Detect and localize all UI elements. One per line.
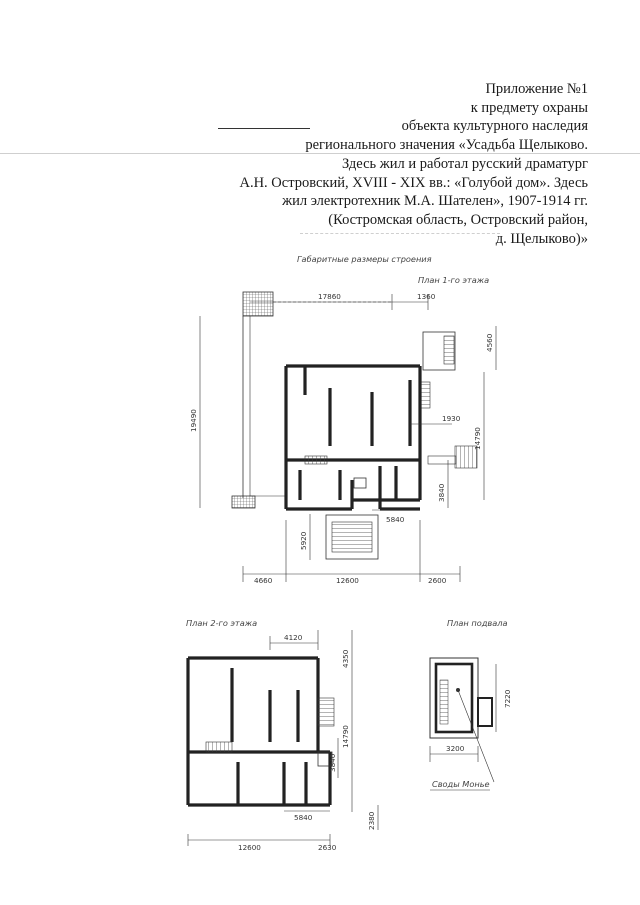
dim-label: 12600 — [336, 576, 359, 585]
header-line: (Костромская область, Островский район, — [328, 211, 588, 228]
header-line: к предмету охраны — [470, 99, 588, 116]
dim-label: 19490 — [189, 409, 198, 432]
header-line: объекта культурного наследия — [401, 118, 588, 135]
header-line: Здесь жил и работал русский драматург — [342, 155, 588, 172]
dim-label: 1360 — [417, 292, 436, 301]
dim-label: 4350 — [341, 649, 350, 668]
plan1-title: План 1-го этажа — [418, 275, 490, 285]
dim-label: 5840 — [294, 813, 313, 822]
dim-label: 4120 — [284, 633, 303, 642]
plan2-title: План 2-го этажа — [186, 618, 258, 628]
dim-label: 7220 — [503, 689, 512, 708]
plan-second-floor — [186, 618, 378, 852]
header-line: жил электротехник М.А. Шателен», 1907-1914 гг. — [282, 193, 588, 210]
dim-label: 2600 — [428, 576, 447, 585]
dim-label: 5840 — [386, 515, 405, 524]
dim-label: 14790 — [473, 427, 482, 450]
drawing-title: Габаритные размеры строения — [297, 254, 432, 264]
plan-basement — [430, 618, 512, 790]
dim-label: 1930 — [442, 414, 461, 423]
dim-label: 3200 — [446, 744, 465, 753]
header-line: д. Щелыково)» — [495, 230, 588, 247]
dim-label: 2380 — [367, 811, 376, 830]
basement-note: Своды Монье — [432, 779, 490, 789]
dim-label: 14790 — [341, 725, 350, 748]
dim-label: 4660 — [254, 576, 273, 585]
dim-label: 2630 — [318, 843, 337, 852]
dim-label: 5920 — [299, 531, 308, 550]
basement-title: План подвала — [447, 618, 508, 628]
header-line: регионального значения «Усадьба Щелыково. — [305, 137, 588, 154]
dim-label: 3840 — [437, 483, 446, 502]
dim-label: 12600 — [238, 843, 261, 852]
dim-label: 3840 — [328, 753, 337, 772]
header-line: Приложение №1 — [485, 81, 588, 97]
dim-label: 4560 — [485, 333, 494, 352]
plan-first-floor — [189, 275, 496, 585]
dim-label: 17860 — [318, 292, 341, 301]
header-line: А.Н. Островский, XVIII - XIX вв.: «Голубой дом». Здесь — [239, 174, 588, 191]
